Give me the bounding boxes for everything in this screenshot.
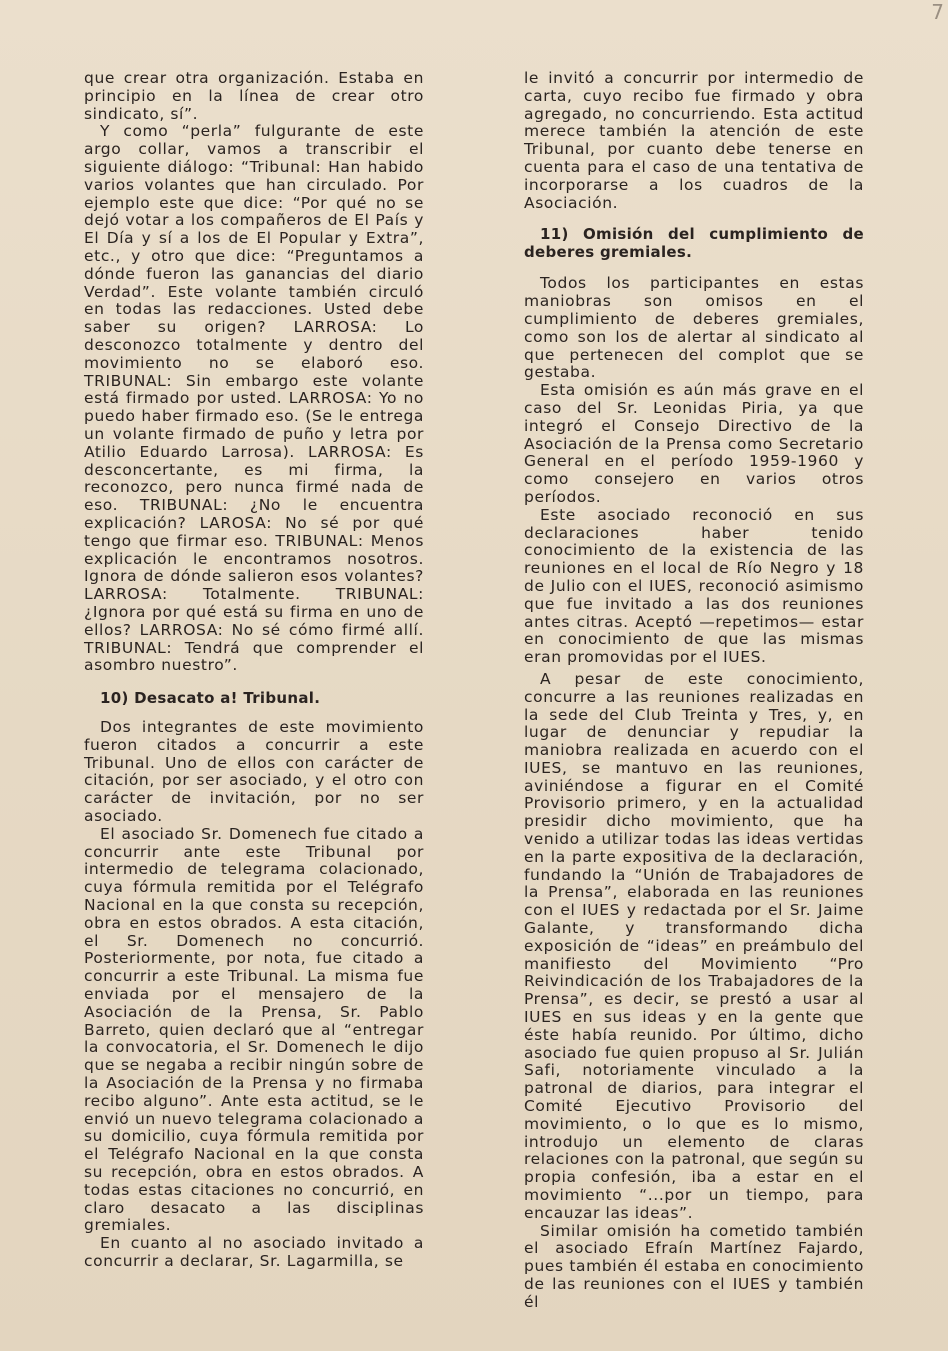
paragraph: le invitó a concurrir por intermedio de carta, cuyo recibo fue firmado y obra agregado, no concurriendo. Esta actitud merece también la atención de este Tribunal, por cuanto debe tenerse en cuenta para el caso de una tentativa de incorporarse a los cuadros de la Asociación. xyxy=(524,69,864,212)
right-column xyxy=(524,70,864,1312)
page-corner-mark: 7 xyxy=(931,0,944,24)
left-column xyxy=(84,70,424,1271)
paragraph: Esta omisión es aún más grave en el caso del Sr. Leonidas Piria, ya que integró el Consejo Directivo de la Asociación de la Prensa como Secretario General en el período 1959-1960 y como consejero en varios otros períodos. xyxy=(524,381,864,506)
paragraph: A pesar de este conocimiento, concurre a las reuniones realizadas en la sede del Club Treinta y Tres, y, en lugar de denunciar y repudiar la maniobra realizada en acuerdo con el IUES, se mantuvo en las reuniones, aviniéndose a figurar en el Comité Provisorio primero, y en la actualidad presidir dicho movimiento, que ha venido a utilizar todas las ideas vertidas en la parte expositiva de la declaración, fundando la “Unión de Trabajadores de la Prensa”, elaborada en las reuniones con el IUES y redactada por el Sr. Jaime Galante, y transformando dicha exposición de “ideas” en preámbulo del manifiesto del Movimiento “Pro Reivindicación de los Trabajadores de la Prensa”, es decir, se prestó a usar al IUES en sus ideas y en la gente que éste había reunido. Por último, dicho asociado fue quien propuso al Sr. Julián Safi, notoriamente vinculado a la patronal de diarios, para integrar el Comité Ejecutivo Provisorio del movimiento, o lo que es lo mismo, introdujo un elemento de claras relaciones con la patronal, que según su propia confesión, iba a estar en el movimiento “...por un tiempo, para encauzar las ideas”. xyxy=(524,669,864,1222)
paragraph: Similar omisión ha cometido también el asociado Efraín Martínez Fajardo, pues también él estaba en conocimiento de las reuniones con el IUES y también él xyxy=(524,1221,864,1311)
paragraph: Y como “perla” fulgurante de este argo collar, vamos a transcribir el siguiente diálogo: “Tribunal: Han habido varios volantes que han circulado. Por ejemplo este que dice: “Por qué no se dejó votar a los compañeros de El País y El Día y sí a los de El Popular y Extra”, etc., y otro que dice: “Preguntamos a dónde fueron las ganancias del diario Verdad”. Este volante también circuló en todas las redacciones. Usted debe saber su origen? LARROSA: Lo desconozco totalmente y dentro del movimiento no se elaboró eso. TRIBUNAL: Sin embargo este volante está firmado por usted. LARROSA: Yo no puedo haber firmado eso. (Se le entrega un volante firmado de puño y letra por Atilio Eduardo Larrosa). LARROSA: Es desconcertante, es mi firma, la reconozco, pero nunca firmé nada de eso. TRIBUNAL: ¿No le encuentra explicación? LAROSA: No sé por qué tengo que firmar eso. TRIBUNAL: Menos explicación le encontramos nosotros. Ignora de dónde salieron esos volantes? LARROSA: Totalmente. TRIBUNAL: ¿Ignora por qué está su firma en uno de ellos? LARROSA: No sé cómo firmé allí. TRIBUNAL: Tendrá que comprender el asombro nuestro”. xyxy=(84,122,424,675)
section-heading-11: 11) Omisión del cumplimiento de deberes gremiales. xyxy=(524,225,864,262)
section-heading-10: 10) Desacato a! Tribunal. xyxy=(100,689,321,708)
paragraph: Todos los participantes en estas maniobras son omisos en el cumplimiento de deberes gremiales, como son los de alertar al sindicato al que pertenecen del complot que se gestaba. xyxy=(524,274,864,382)
paragraph: En cuanto al no asociado invitado a concurrir a declarar, Sr. Lagarmilla, se xyxy=(84,1234,424,1270)
paragraph: que crear otra organización. Estaba en principio en la línea de crear otro sindicato, sí”. xyxy=(84,69,424,123)
paragraph: Dos integrantes de este movimiento fueron citados a concurrir a este Tribunal. Uno de ellos con carácter de citación, por ser asociado, y el otro con carácter de invitación, por no ser asociado. xyxy=(84,718,424,826)
paragraph: El asociado Sr. Domenech fue citado a concurrir ante este Tribunal por intermedio de telegrama colacionado, cuya fórmula remitida por el Telégrafo Nacional en la que consta su recepción, obra en estos obrados. A esta citación, el Sr. Domenech no concurrió. Posteriormente, por nota, fue citado a concurrir a este Tribunal. La misma fue enviada por el mensajero de la Asociación de la Prensa, Sr. Pablo Barreto, quien declaró que al “entregar la convocatoria, el Sr. Domenech le dijo que se negaba a recibir ningún sobre de la Asociación de la Prensa y no firmaba recibo alguno”. Ante esta actitud, se le envió un nuevo telegrama colacionado a su domicilio, cuya fórmula remitida por el Telégrafo Nacional en la que consta su recepción, obra en estos obrados. A todas estas citaciones no concurrió, en claro desacato a las disciplinas gremiales. xyxy=(84,824,424,1235)
paragraph: Este asociado reconoció en sus declaraciones haber tenido conocimiento de la existencia de las reuniones en el local de Río Negro y 18 de Julio con el IUES, reconoció asimismo que fue invitado a las dos reuniones antes citras. Aceptó —repetimos— estar en conocimiento de que las mismas eran promovidas por el IUES. xyxy=(524,505,864,667)
